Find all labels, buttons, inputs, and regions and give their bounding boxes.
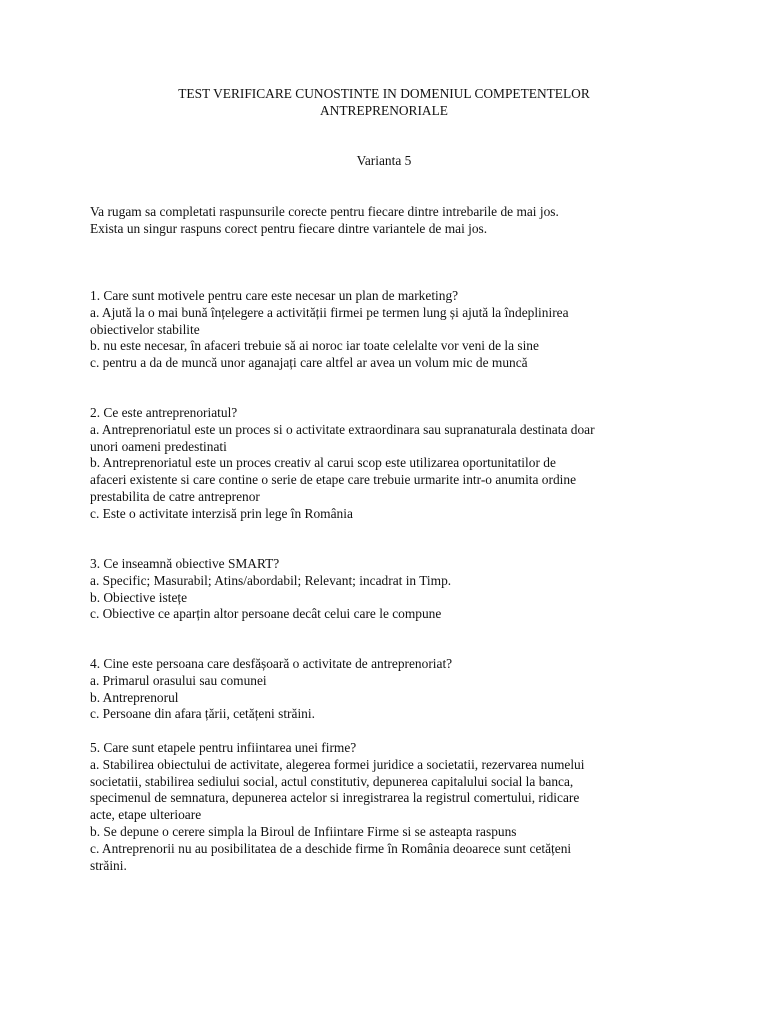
answer-option: unori oameni predestinati xyxy=(90,438,227,454)
answer-option: b. Antreprenoriatul este un proces creativ al carui scop este utilizarea oportunitatilor de xyxy=(90,455,556,471)
answer-option: a. Primarul orasului sau comunei xyxy=(90,672,267,688)
answer-option: c. Este o activitate interzisă prin lege în România xyxy=(90,505,353,521)
answer-option: c. pentru a da de muncă unor aganajați care altfel ar avea un volum mic de muncă xyxy=(90,355,528,371)
answer-option: c. Antreprenorii nu au posibilitatea de a deschide firme în România deoarece sunt cetățeni xyxy=(90,840,572,856)
answer-option: b. Obiective istețe xyxy=(90,589,188,605)
question-block-3 xyxy=(90,556,690,623)
answer-option: b. Antreprenorul xyxy=(90,689,179,705)
question-text: 2. Ce este antreprenoriatul? xyxy=(90,405,238,420)
answer-option: obiectivelor stabilite xyxy=(90,321,200,337)
document-title-line-2: ANTREPRENORIALE xyxy=(320,103,448,118)
document-title-line-1: TEST VERIFICARE CUNOSTINTE IN DOMENIUL COMPETENTELOR xyxy=(178,86,590,101)
question-text: 5. Care sunt etapele pentru infiintarea unei firme? xyxy=(90,740,357,755)
question-block-1 xyxy=(90,288,690,372)
instruction-line: Va rugam sa completati raspunsurile corecte pentru fiecare dintre intrebarile de mai jos. xyxy=(90,204,559,219)
answer-option: b. nu este necesar, în afaceri trebuie să ai noroc iar toate celelalte vor veni de la sine xyxy=(90,338,539,354)
answer-option: a. Ajută la o mai bună înțelegere a activității firmei pe termen lung și ajută la îndeplinirea xyxy=(90,304,569,320)
question-text: 3. Ce inseamnă obiective SMART? xyxy=(90,556,280,571)
variant-label: Varianta 5 xyxy=(356,153,412,168)
question-block-5 xyxy=(90,740,690,874)
answer-option: acte, etape ulterioare xyxy=(90,807,202,823)
answer-option: c. Obiective ce aparțin altor persoane decât celui care le compune xyxy=(90,606,442,622)
question-block-2 xyxy=(90,405,690,523)
instruction-line: Exista un singur raspuns corect pentru fiecare dintre variantele de mai jos. xyxy=(90,221,488,236)
question-text: 1. Care sunt motivele pentru care este necesar un plan de marketing? xyxy=(90,288,459,303)
answer-option: b. Se depune o cerere simpla la Biroul de Infiintare Firme si se asteapta raspuns xyxy=(90,823,517,839)
question-block-4 xyxy=(90,656,690,723)
answer-option: a. Stabilirea obiectului de activitate, alegerea formei juridice a societatii, rezervarea numelui xyxy=(90,756,585,772)
answer-option: afaceri existente si care contine o serie de etape care trebuie urmarite intr-o anumita ordine xyxy=(90,472,577,488)
answer-option: a. Antreprenoriatul este un proces si o activitate extraordinara sau supranaturala destinata doar xyxy=(90,421,595,437)
answer-option: c. Persoane din afara țării, cetățeni străini. xyxy=(90,706,315,722)
answer-option: străini. xyxy=(90,857,127,873)
answer-option: specimenul de semnatura, depunerea actelor si inregistrarea la registrul comertului, ridicare xyxy=(90,790,580,806)
answer-option: prestabilita de catre antreprenor xyxy=(90,488,260,504)
question-text: 4. Cine este persoana care desfășoară o activitate de antreprenoriat? xyxy=(90,656,453,671)
answer-option: societatii, stabilirea sediului social, actul constitutiv, depunerea capitalului social la banca, xyxy=(90,773,574,789)
answer-option: a. Specific; Masurabil; Atins/abordabil; Relevant; incadrat in Timp. xyxy=(90,572,452,588)
